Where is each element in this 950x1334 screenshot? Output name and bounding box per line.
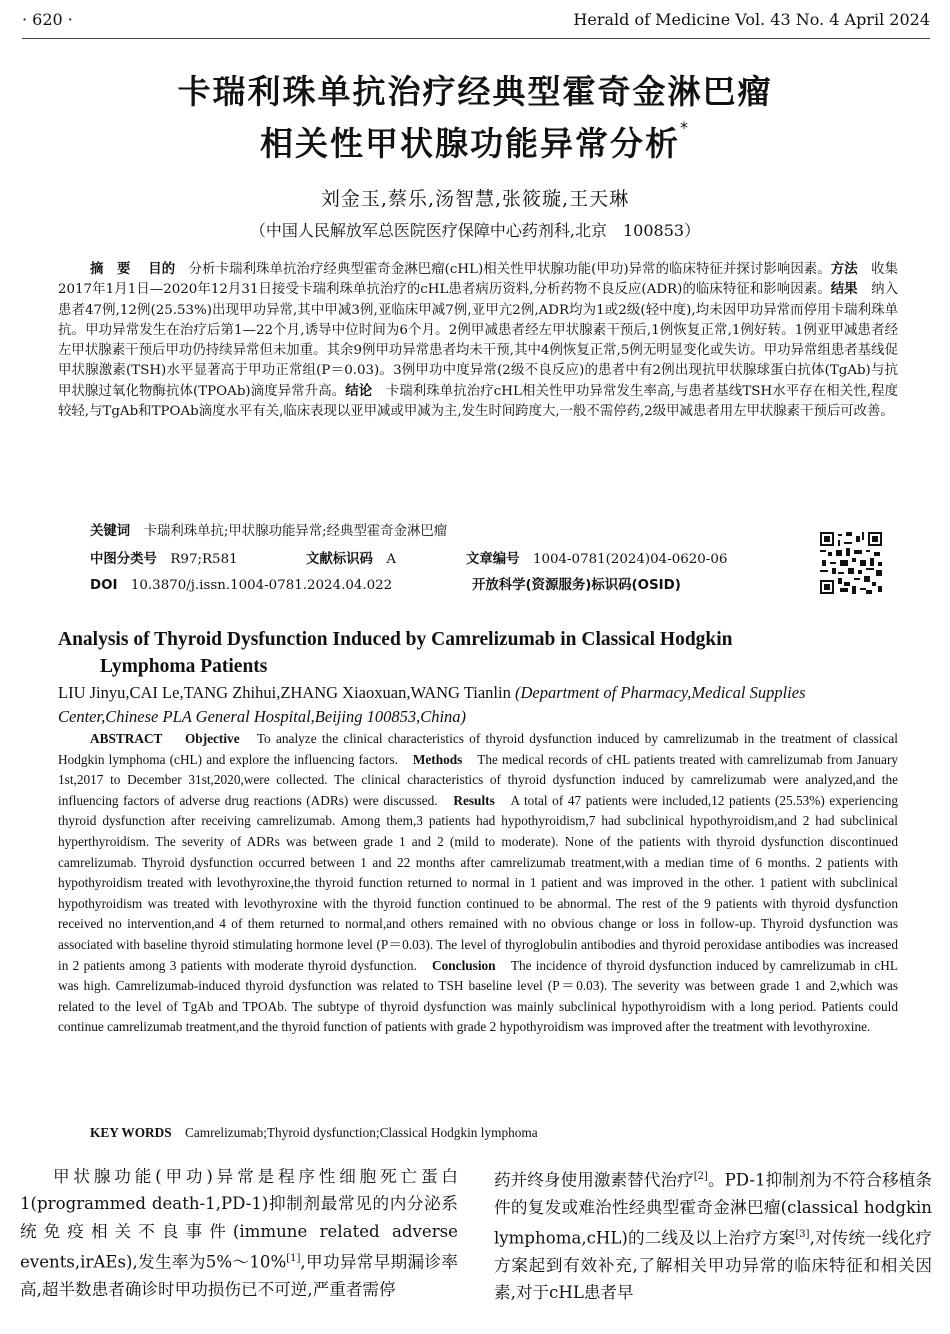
doc-label: 文献标识码 — [306, 552, 373, 567]
doc-value: A — [386, 552, 397, 567]
affiliation-cn: （中国人民解放军总医院医疗保障中心药剂科,北京 100853） — [249, 221, 701, 240]
citation-3[interactable]: [3] — [795, 1229, 810, 1241]
abstract-en-label: ABSTRACT — [90, 731, 163, 746]
art-label: 文章编号 — [466, 552, 520, 567]
conclusion-label-en: Conclusion — [432, 957, 496, 973]
doi-value: 10.3870/j.issn.1004-0781.2024.04.022 — [130, 578, 393, 593]
clc-value: R97;R581 — [170, 552, 238, 567]
header-rule — [22, 38, 930, 39]
body-col2-text-b: 。PD-1抑制剂为不符合移植条件的复发或难治性经典型霍奇金淋巴瘤(classical hodgkin lymphoma,cHL)的二线及以上治疗方案 — [494, 1170, 932, 1248]
keywords-en-label: KEY WORDS — [90, 1125, 172, 1140]
methods-cn: 收集2017年1月1日—2020年12月31日接受卡瑞利珠单抗治疗的cHL患者病历资料,分析药物不良反应(ADR)的临床特征和影响因素。 — [58, 262, 899, 298]
methods-label-en: Methods — [412, 751, 463, 767]
keywords-en — [90, 1122, 538, 1141]
english-title — [58, 626, 898, 680]
title-line-2-text: 相关性甲状腺功能异常分析 — [260, 124, 680, 163]
citation-1[interactable]: [1] — [286, 1252, 301, 1264]
title-footnote-mark: * — [680, 118, 690, 137]
abstract-cn-label: 摘 要 — [90, 262, 131, 277]
body-col1-text-b: ,甲功异常早期漏诊率高,超半数患者确诊时甲功损伤已不可逆,严重者需停 — [20, 1252, 459, 1299]
conclusion-cn: 卡瑞利珠单抗治疗cHL相关性甲功异常发生率高,与患者基线TSH水平存在相关性,程度较轻,与TgAb和TPOAb滴度水平有关,临床表现以亚甲减或甲减为主,发生时间跨度大,一般不需停药,2级甲减患者用左甲状腺素干预后可改善。 — [58, 383, 899, 420]
doc-code — [306, 548, 396, 567]
doi-label: DOI — [90, 578, 118, 593]
keywords-cn-text: 卡瑞利珠单抗;甲状腺功能异常;经典型霍奇金淋巴瘤 — [143, 524, 448, 539]
art-value: 1004-0781(2024)04-0620-06 — [532, 552, 728, 567]
title-line-1: 卡瑞利珠单抗治疗经典型霍奇金淋巴瘤 — [177, 72, 773, 111]
body-column-1 — [20, 1163, 458, 1303]
osid-label: 开放科学(资源服务)标识码(OSID) — [472, 578, 681, 593]
english-authors — [58, 681, 898, 729]
english-title-line-2: Lymphoma Patients — [100, 656, 268, 677]
methods-en: The medical records of cHL patients treated with camrelizumab from January 1st,2017 to December 31st,2020,were collected. The clinical characteristics of thyroid dysfunction induced by camrelizumab were analyzed,and the influencing factors of adverse drug reactions (ADRs) were discussed. — [58, 751, 899, 808]
qr-code-icon[interactable] — [820, 532, 882, 594]
clc-number — [90, 548, 238, 567]
objective-cn: 分析卡瑞利珠单抗治疗经典型霍奇金淋巴瘤(cHL)相关性甲状腺功能(甲功)异常的临床特征并探讨影响因素。 — [188, 262, 831, 277]
body-column-2 — [494, 1163, 932, 1307]
english-affiliation: (Department of Pharmacy,Medical Supplies Center,Chinese PLA General Hospital,Beijing 100853,China) — [58, 683, 806, 726]
english-title-line-1: Analysis of Thyroid Dysfunction Induced by Camrelizumab in Classical Hodgkin — [58, 629, 733, 650]
citation-2[interactable]: [2] — [693, 1171, 708, 1182]
clc-label: 中图分类号 — [90, 552, 157, 567]
objective-label-cn: 目的 — [148, 262, 176, 277]
conclusion-en: The incidence of thyroid dysfunction induced by camrelizumab in cHL was high. Camrelizumab-induced thyroid dysfunction was related to TSH baseline level (P＝0.03). The severity was between grade 1 and 2,which was related to the level of TgAb and TPOAb. The subtype of thyroid dysfunction was mainly subclinical hypothyroidism with a long period. Patients could continue camrelizumab treatment,and the thyroid function of patients with grade 2 hypothyroidism was improved after the treatment with levothyroxine. — [58, 957, 899, 1035]
results-cn: 纳入患者47例,12例(25.53%)出现甲功异常,其中甲减3例,亚临床甲减7例,亚甲亢2例,ADR均为1或2级(轻中度),均未因甲功异常而停用卡瑞利珠单抗。甲功异常发生在治疗后第1—22个月,诱导中位时间为6个月。2例甲减患者经左甲状腺素干预后,1例恢复正常,1例好转。1例亚甲减患者经左甲状腺素干预后甲功仍持续异常但未加重。其余9例甲功异常患者均未干预,其中4例恢复正常,5例无明显变化或失访。甲功异常组患者基线促甲状腺激素(TSH)水平显著高于甲功正常组(P＝0.03)。3例甲功中度异常(2级不良反应)的患者中有2例出现抗甲状腺球蛋白抗体(TgAb)与抗甲状腺过氧化物酶抗体(TPOAb)滴度异常升高。 — [58, 282, 899, 399]
journal-header: Herald of Medicine Vol. 43 No. 4 April 2024 — [573, 10, 930, 29]
results-en: A total of 47 patients were included,12 patients (25.53%) experiencing thyroid dysfunction after receiving camrelizumab. Among them,3 patients had hypothyroidism,7 had subclinical hypothyroidism,and 2 had subclinical hyperthyroidism. The severity of ADRs was between grade 1 and 2 (mild to moderate). None of the patients with thyroid dysfunction discontinued camrelizumab. Thyroid dysfunction occurred between 1 and 22 months after camrelizumab treatment,with a median time of 6 months. 2 patients with hypothyroidism treated with levothyroxine,the thyroid function returned to normal in 1 patient and was improved in the other. 1 patient with subclinical hypothyroidism was treated with levothyroxine with the thyroid function continued to be abnormal. The rest of the 9 patients with thyroid dysfunction received no intervention,and 4 of them returned to normal,and others remained with no obvious change or loss in follow-up. Thyroid dysfunction was associated with baseline thyroid stimulating hormone level (P＝0.03). The level of thyroglobulin antibodies and thyroid peroxidase antibodies was increased in 2 patients among 3 patients with moderate thyroid dysfunction. — [58, 792, 899, 973]
abstract-cn — [58, 260, 898, 422]
title-line-2 — [0, 118, 950, 165]
results-label-cn: 结果 — [830, 282, 858, 298]
keywords-cn — [90, 520, 447, 539]
methods-label-cn: 方法 — [830, 262, 858, 277]
page-number: · 620 · — [22, 10, 73, 29]
results-label-en: Results — [453, 792, 495, 808]
authors-cn: 刘金玉,蔡乐,汤智慧,张筱璇,王天琳 — [320, 188, 630, 210]
keywords-en-text: Camrelizumab;Thyroid dysfunction;Classical Hodgkin lymphoma — [184, 1125, 538, 1140]
article-number — [466, 548, 727, 567]
doi — [90, 574, 392, 593]
body-col1-text-a: 甲状腺功能(甲功)异常是程序性细胞死亡蛋白1(programmed death-1,PD-1)抑制剂最常见的内分泌系统免疫相关不良事件(immune related adverse events,irAEs),发生率为5%～10% — [20, 1167, 458, 1272]
keywords-cn-label: 关键词 — [90, 524, 131, 539]
objective-en: To analyze the clinical characteristics of thyroid dysfunction induced by camrelizumab in the treatment of classical Hodgkin lymphoma (cHL) and explore the influencing factors. — [58, 731, 899, 767]
conclusion-label-cn: 结论 — [345, 383, 373, 399]
body-col2-text-c: ,对传统一线化疗方案起到有效补充,了解相关甲功异常的临床特征和相关因素,对于cHL患者早 — [494, 1228, 932, 1303]
abstract-en — [58, 729, 898, 1038]
english-author-names: LIU Jinyu,CAI Le,TANG Zhihui,ZHANG Xiaoxuan,WANG Tianlin — [58, 683, 511, 702]
body-col2-text-a: 药并终身使用激素替代治疗 — [494, 1170, 694, 1190]
objective-label-en: Objective — [184, 731, 240, 746]
osid — [472, 574, 681, 593]
